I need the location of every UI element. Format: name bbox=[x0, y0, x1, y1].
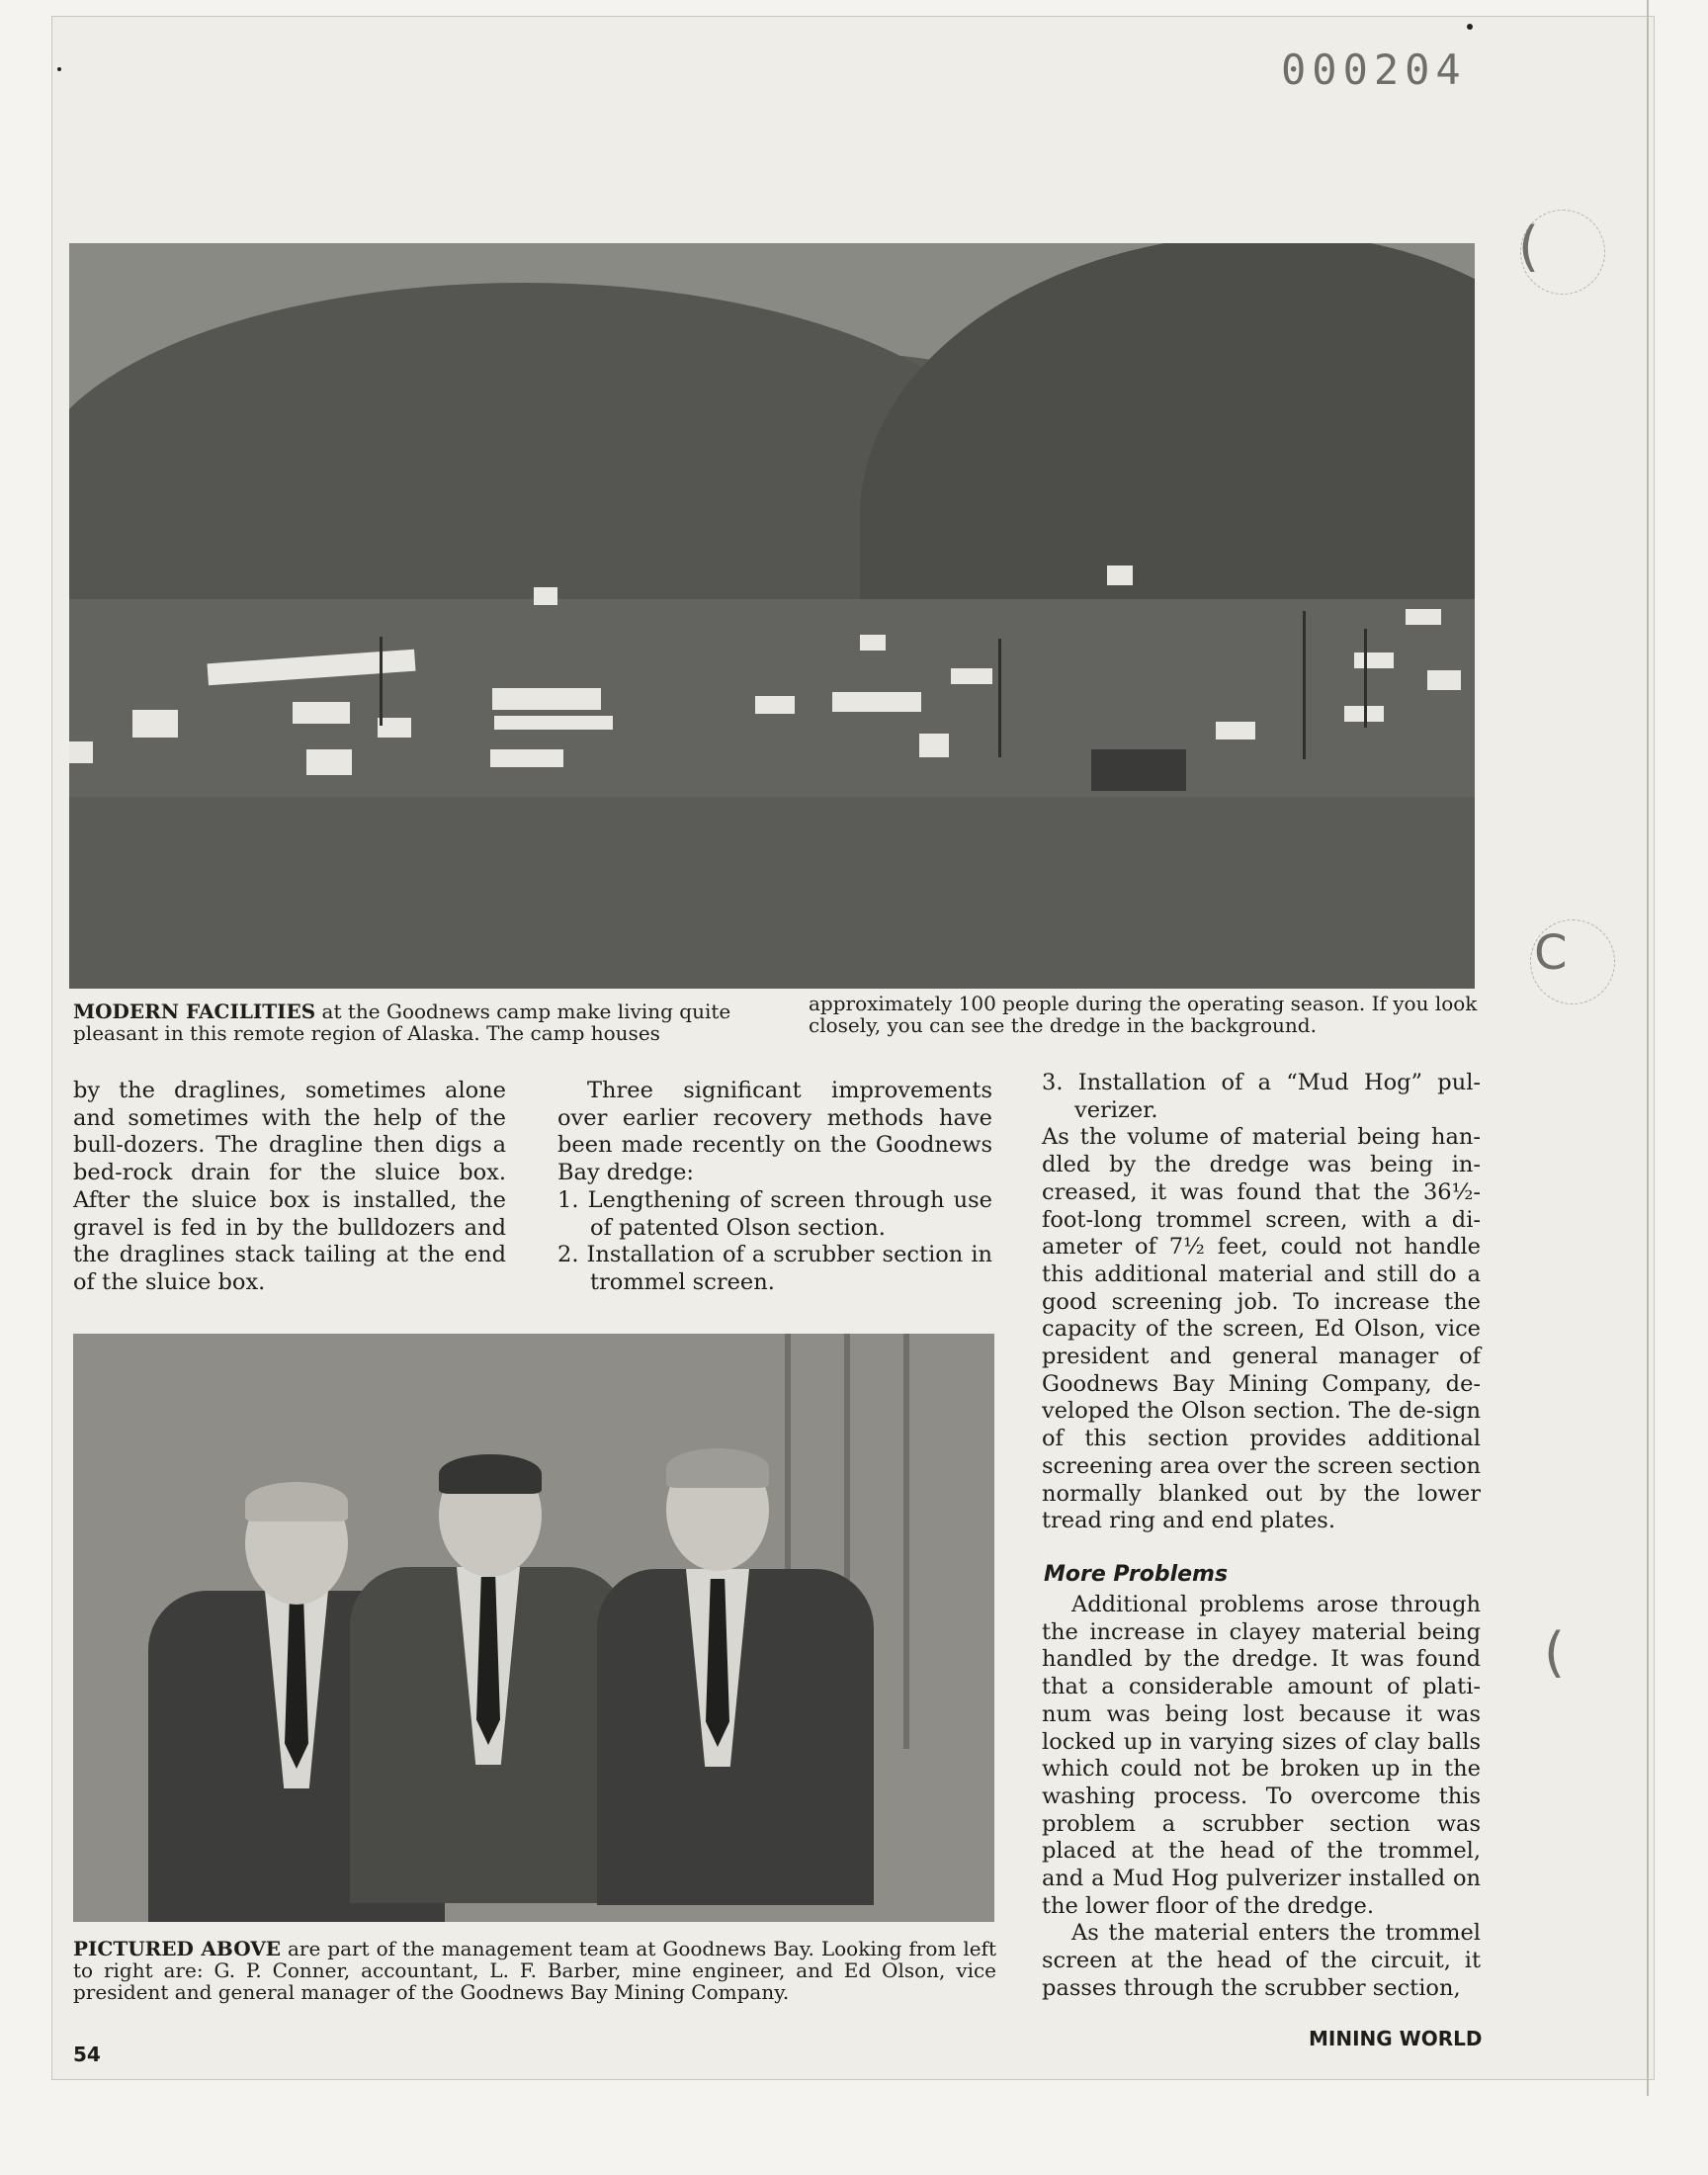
utility-pole bbox=[998, 639, 1001, 757]
camp-building bbox=[1091, 749, 1186, 791]
punch-hole-mark: ( bbox=[1518, 216, 1540, 278]
camp-building bbox=[1354, 652, 1394, 668]
page-number: 54 bbox=[73, 2043, 101, 2066]
camp-building bbox=[378, 718, 411, 738]
camp-building bbox=[1406, 609, 1441, 625]
management-team-photo bbox=[73, 1334, 994, 1922]
column-1-text: by the draglines, sometimes alone and sometimes with the help of the bull-dozers. The dragline then digs a bed-rock drain for the sluice box. After the sluice box is installed, the gravel is fed in by the bulldozers and the draglines stack tailing at the end of the sluice box. bbox=[73, 1078, 506, 1295]
column-3 bbox=[1042, 1070, 1481, 1535]
wall-panel bbox=[903, 1334, 909, 1749]
camp-building bbox=[755, 696, 795, 714]
camp-building bbox=[132, 710, 178, 738]
camp-building bbox=[919, 734, 949, 757]
punch-hole-mark: ( bbox=[1544, 1621, 1566, 1684]
caption-text: at the Goodnews camp make living quite pleasant in this remote region of Alaska. The camp houses bbox=[73, 1000, 731, 1045]
photo1-caption-left bbox=[73, 1000, 761, 1044]
publication-name: MINING WORLD bbox=[1309, 2027, 1483, 2050]
camp-building bbox=[1107, 566, 1133, 585]
punch-hole-mark: C bbox=[1534, 925, 1568, 981]
camp-building bbox=[860, 635, 886, 651]
paragraph: Additional problems arose through the increase in clayey material being handled by the dredge. It was found that a considerable amount of plati-num was being lost because it was locked up in varying sizes of clay balls which could not be broken up in the washing process. To overcome this problem a scrubber section was placed at the head of the trommel, and a Mud Hog pulverizer installed on the lower floor of the dredge. bbox=[1042, 1592, 1481, 1919]
photo2-caption bbox=[73, 1938, 996, 2003]
caption-lead: MODERN FACILITIES bbox=[73, 1000, 316, 1023]
camp-building bbox=[1216, 722, 1255, 740]
camp-building bbox=[306, 749, 352, 775]
caption-lead: PICTURED ABOVE bbox=[73, 1937, 282, 1960]
camp-building bbox=[69, 741, 93, 763]
camp-building bbox=[494, 716, 613, 730]
utility-pole bbox=[380, 637, 383, 726]
paragraph: As the material enters the trommel screen at the head of the circuit, it passes through the scrubber section, bbox=[1042, 1920, 1481, 2001]
photo1-caption-right: approximately 100 people during the operating season. If you look closely, you can see the dredge in the background. bbox=[809, 992, 1478, 1037]
utility-pole bbox=[1303, 611, 1306, 759]
list-item: 2. Installation of a scrubber section in trommel screen. bbox=[557, 1242, 992, 1295]
speck bbox=[57, 67, 61, 71]
camp-building bbox=[293, 702, 350, 724]
foreground bbox=[69, 797, 1475, 989]
column-1 bbox=[73, 1078, 506, 1297]
document-stamp-number: 000204 bbox=[1281, 45, 1467, 94]
column-2 bbox=[557, 1078, 992, 1297]
page-edge bbox=[1647, 0, 1649, 2096]
column-3-continued bbox=[1042, 1592, 1481, 2003]
list-item: 1. Lengthening of screen through use of patented Olson section. bbox=[557, 1186, 992, 1241]
camp-building bbox=[1427, 670, 1461, 690]
camp-building bbox=[490, 749, 563, 767]
camp-building bbox=[492, 688, 601, 710]
camp-landscape-photo bbox=[69, 243, 1475, 989]
camp-building bbox=[534, 587, 557, 605]
camp-building bbox=[832, 692, 921, 712]
camp-building bbox=[951, 668, 992, 684]
paragraph: As the volume of material being han-dled by the dredge was being in-creased, it was found that the 36½-foot-long trommel screen, with a di-ameter of 7½ feet, could not handle this additional material and still do a good screening job. To increase the capacity of the screen, Ed Olson, vice president and general manager of Goodnews Bay Mining Company, de-veloped the Olson section. The de-sign of this section provides additional screening area over the screen section normally blanked out by the lower tread ring and end plates. bbox=[1042, 1124, 1481, 1534]
utility-pole bbox=[1364, 629, 1367, 728]
list-item: 3. Installation of a “Mud Hog” pul-verizer. bbox=[1042, 1070, 1481, 1123]
speck bbox=[1467, 24, 1473, 30]
column-2-intro: Three significant improvements over earlier recovery methods have been made recently on the Goodnews Bay dredge: bbox=[557, 1078, 992, 1186]
subheading: More Problems bbox=[1044, 1562, 1229, 1587]
caption-text: are part of the management team at Goodnews Bay. Looking from left to right are: G. P. Conner, accountant, L. F. Barber, mine engineer, and Ed Olson, vice president and general manager of the Goodnews Bay Mining Company. bbox=[73, 1937, 996, 2004]
